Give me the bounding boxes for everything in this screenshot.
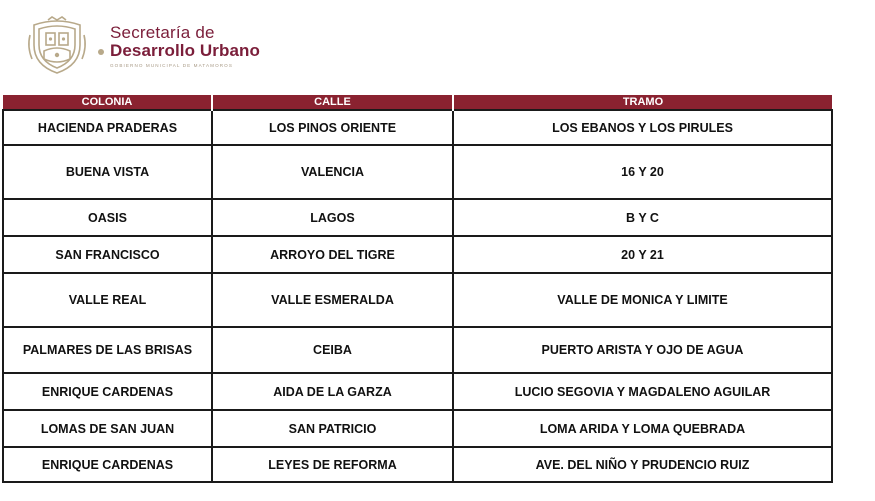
brand-dot-icon (98, 49, 104, 55)
agency-brand (98, 24, 260, 68)
cell-tramo: 16 Y 20 (453, 145, 832, 199)
cell-calle: LAGOS (212, 199, 453, 236)
cell-colonia: VALLE REAL (3, 273, 212, 327)
cell-calle: VALLE ESMERALDA (212, 273, 453, 327)
cell-tramo: 20 Y 21 (453, 236, 832, 273)
cell-calle: VALENCIA (212, 145, 453, 199)
cell-calle: LOS PINOS ORIENTE (212, 110, 453, 145)
table-row (3, 236, 832, 273)
document-header (26, 14, 260, 78)
cell-tramo: AVE. DEL NIÑO Y PRUDENCIO RUIZ (453, 447, 832, 482)
table-row (3, 327, 832, 373)
cell-calle: CEIBA (212, 327, 453, 373)
table-header-row (3, 95, 832, 110)
table-row (3, 410, 832, 447)
streets-table (2, 95, 833, 483)
table-row (3, 110, 832, 145)
cell-tramo: LUCIO SEGOVIA Y MAGDALENO AGUILAR (453, 373, 832, 410)
agency-name-line1: Secretaría de (110, 23, 215, 42)
column-header-colonia: COLONIA (3, 95, 212, 110)
cell-colonia: LOMAS DE SAN JUAN (3, 410, 212, 447)
cell-calle: LEYES DE REFORMA (212, 447, 453, 482)
column-header-calle: CALLE (212, 95, 453, 110)
cell-colonia: ENRIQUE CARDENAS (3, 373, 212, 410)
cell-tramo: VALLE DE MONICA Y LIMITE (453, 273, 832, 327)
cell-colonia: SAN FRANCISCO (3, 236, 212, 273)
cell-calle: AIDA DE LA GARZA (212, 373, 453, 410)
cell-calle: ARROYO DEL TIGRE (212, 236, 453, 273)
table-row (3, 273, 832, 327)
cell-colonia: ENRIQUE CARDENAS (3, 447, 212, 482)
table-row (3, 145, 832, 199)
government-subtitle: GOBIERNO MUNICIPAL DE MATAMOROS (110, 63, 234, 68)
municipal-seal-icon (26, 15, 88, 77)
cell-colonia: BUENA VISTA (3, 145, 212, 199)
column-header-tramo: TRAMO (453, 95, 832, 110)
cell-tramo: LOS EBANOS Y LOS PIRULES (453, 110, 832, 145)
table-row (3, 373, 832, 410)
cell-tramo: B Y C (453, 199, 832, 236)
table-row (3, 447, 832, 482)
agency-name-line2: Desarrollo Urbano (110, 41, 261, 60)
cell-tramo: LOMA ARIDA Y LOMA QUEBRADA (453, 410, 832, 447)
cell-tramo: PUERTO ARISTA Y OJO DE AGUA (453, 327, 832, 373)
cell-colonia: HACIENDA PRADERAS (3, 110, 212, 145)
cell-colonia: PALMARES DE LAS BRISAS (3, 327, 212, 373)
table-row (3, 199, 832, 236)
cell-colonia: OASIS (3, 199, 212, 236)
cell-calle: SAN PATRICIO (212, 410, 453, 447)
